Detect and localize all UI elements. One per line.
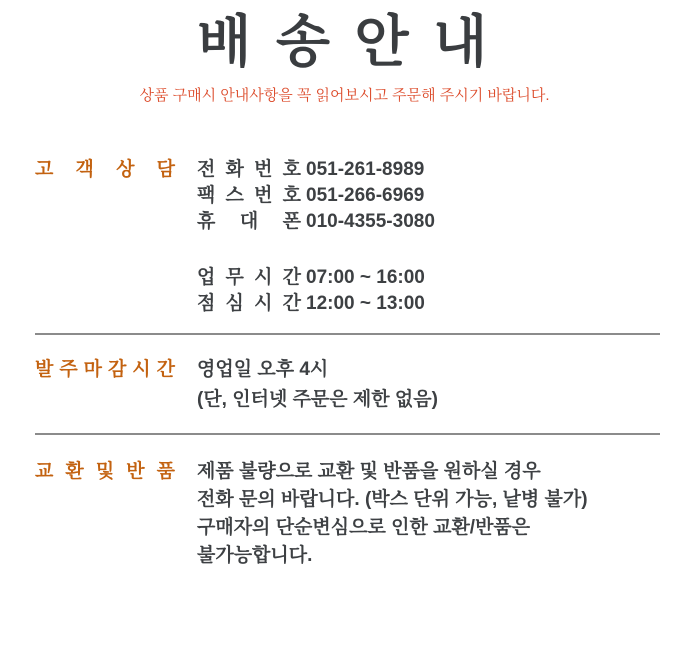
order-deadline-line: 영업일 오후 4시 [197, 359, 329, 380]
business-hours-value: 07:00 ~ 16:00 [306, 267, 425, 288]
exchange-return-line: 불가능합니다. [197, 545, 313, 566]
divider [35, 433, 660, 435]
delivery-info-page [0, 10, 689, 570]
business-hours-label: 업 무 시 간 [197, 267, 301, 288]
hours-row-lunch [197, 291, 660, 317]
section-customer-service [35, 157, 660, 317]
mobile-number: 010-4355-3080 [306, 211, 435, 232]
divider [35, 333, 660, 335]
mobile-label: 휴 대 폰 [197, 211, 301, 232]
contact-row-fax [197, 183, 660, 209]
section-heading-order-deadline: 발 주 마 감 시 간 [35, 359, 175, 380]
section-heading-exchange-return: 교 환 및 반 품 [35, 461, 175, 482]
phone-label: 전 화 번 호 [197, 159, 301, 180]
hours-row-business [197, 265, 660, 291]
section-exchange-return [35, 458, 660, 570]
info-sections [0, 157, 689, 570]
section-heading-customer-service: 고 객 상 담 [35, 159, 175, 180]
page-title: 배 송 안 내 [197, 10, 492, 73]
contact-row-mobile [197, 209, 660, 235]
customer-service-content [197, 157, 660, 317]
phone-number: 051-261-8989 [306, 159, 425, 180]
contact-row-phone [197, 157, 660, 183]
exchange-return-line: 전화 문의 바랍니다. (박스 단위 가능, 낱병 불가) [197, 489, 588, 510]
lunch-hours-label: 점 심 시 간 [197, 293, 301, 314]
lunch-hours-value: 12:00 ~ 13:00 [306, 293, 425, 314]
exchange-return-line: 제품 불량으로 교환 및 반품을 원하실 경우 [197, 461, 541, 482]
order-deadline-line: (단, 인터넷 주문은 제한 없음) [197, 389, 438, 410]
order-deadline-content [197, 355, 660, 415]
hours-group [197, 265, 660, 317]
exchange-return-line: 구매자의 단순변심으로 인한 교환/반품은 [197, 517, 531, 538]
fax-label: 팩 스 번 호 [197, 185, 301, 206]
page-subtitle: 상품 구매시 안내사항을 꼭 읽어보시고 주문해 주시기 바랍니다. [139, 87, 550, 104]
section-order-deadline [35, 355, 660, 415]
exchange-return-content [197, 458, 660, 570]
fax-number: 051-266-6969 [306, 185, 425, 206]
